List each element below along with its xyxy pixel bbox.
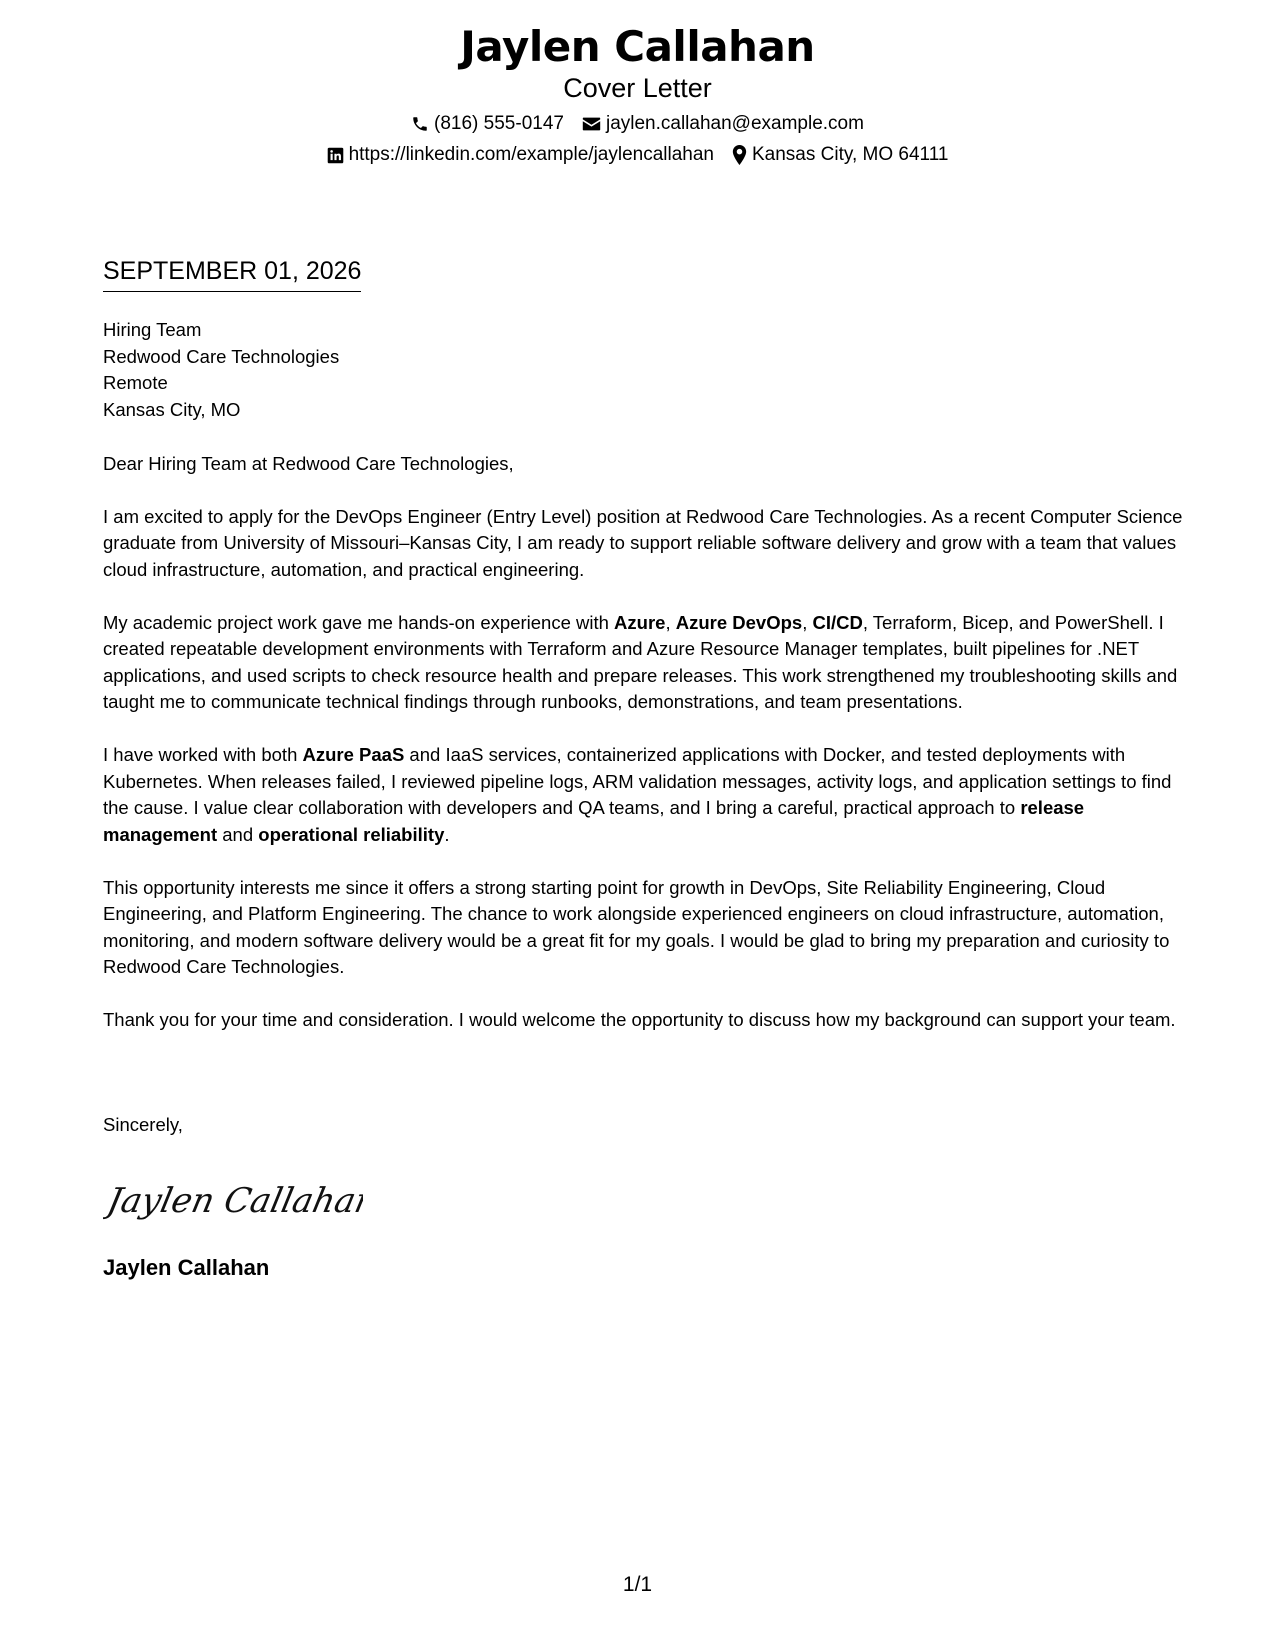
paragraph-intro: I am excited to apply for the DevOps Engineer (Entry Level) position at Redwood Care Technologies. As a recent Computer Science graduate from University of Missouri–Kansas City, I am ready to support reliable software delivery and grow with a team that values cloud infrastructure, automation, and practical engineering. bbox=[103, 505, 1183, 580]
text-run: , bbox=[802, 611, 813, 633]
signed-name: Jaylen Callahan bbox=[103, 1255, 270, 1280]
handwritten-signature bbox=[103, 1168, 363, 1228]
date-block bbox=[103, 256, 361, 292]
location-text: Kansas City, MO 64111 bbox=[752, 144, 949, 165]
email-text[interactable]: jaylen.callahan@example.com bbox=[605, 113, 864, 134]
text-run: and bbox=[217, 823, 259, 845]
greeting: Dear Hiring Team at Redwood Care Technologies, bbox=[103, 453, 514, 474]
recipient-line: Kansas City, MO bbox=[103, 398, 241, 420]
paragraph-skills bbox=[103, 742, 1183, 848]
map-pin-icon bbox=[732, 145, 747, 165]
phone-contact bbox=[411, 112, 564, 136]
text-run: , bbox=[665, 611, 676, 633]
linkedin-contact bbox=[327, 143, 714, 167]
paragraph-experience bbox=[103, 610, 1183, 716]
paragraph-thanks: Thank you for your time and consideration. I would welcome the opportunity to discuss how my background can support your team. bbox=[103, 1009, 1176, 1030]
phone-icon bbox=[411, 115, 429, 133]
applicant-name: Jaylen Callahan bbox=[460, 22, 815, 71]
keyword: Azure bbox=[614, 611, 666, 633]
paragraph-motivation: This opportunity interests me since it offers a strong starting point for growth in DevOps, Site Reliability Engineering, Cloud Engineering, and Platform Engineering. The chance to work alongside experienced engineers on cloud infrastructure, automation, monitoring, and modern software delivery would be a great fit for my goals. I would be glad to bring my preparation and curiosity to Redwood Care Technologies. bbox=[103, 876, 1170, 977]
keyword: CI/CD bbox=[812, 611, 863, 633]
document-subtitle: Cover Letter bbox=[563, 73, 712, 103]
text-run: , Terraform, Bicep, and PowerShell. I created repeatable development environments with Terraform and Azure Resource Manager templates, built pipelines for .NET applications, and used scripts to check resource health and prepare releases. This work strengthened my troubleshooting skills and taught me to communicate technical findings through runbooks, demonstrations, and team presentations. bbox=[103, 611, 1178, 712]
text-run: . bbox=[444, 823, 450, 845]
signature-text: Jaylen Callahan bbox=[103, 1181, 363, 1221]
letter-date: SEPTEMBER 01, 2026 bbox=[103, 256, 361, 292]
recipient-line: Redwood Care Technologies bbox=[103, 345, 340, 367]
linkedin-icon bbox=[327, 147, 344, 164]
keyword: release management bbox=[103, 797, 1085, 845]
closing: Sincerely, bbox=[103, 1114, 183, 1135]
contact-row-2 bbox=[0, 143, 1275, 167]
text-run: I have worked with both bbox=[103, 744, 303, 765]
linkedin-text[interactable]: https://linkedin.com/example/jaylencallahan bbox=[348, 144, 714, 165]
letter-body bbox=[103, 451, 1183, 1060]
page-number: 1/1 bbox=[622, 1573, 653, 1596]
text-run: and IaaS services, containerized applications with Docker, and tested deployments with Kubernetes. When releases failed, I reviewed pipeline logs, ARM validation messages, activity logs, and application settings to find the cause. I value clear collaboration with developers and QA teams, and I bring a careful, practical approach to bbox=[103, 744, 1172, 818]
phone-text[interactable]: (816) 555-0147 bbox=[434, 113, 564, 134]
envelope-icon bbox=[582, 116, 601, 132]
recipient-line: Hiring Team bbox=[103, 319, 202, 340]
keyword: Azure PaaS bbox=[302, 744, 405, 765]
email-contact bbox=[582, 112, 864, 136]
contact-row-1 bbox=[0, 112, 1275, 136]
letter-header bbox=[0, 22, 1275, 167]
text-run: My academic project work gave me hands-on experience with bbox=[103, 611, 615, 633]
keyword: operational reliability bbox=[258, 823, 445, 845]
recipient-line: Remote bbox=[103, 372, 168, 393]
location-contact bbox=[732, 143, 948, 167]
recipient-address bbox=[103, 317, 339, 423]
keyword: Azure DevOps bbox=[675, 611, 803, 633]
